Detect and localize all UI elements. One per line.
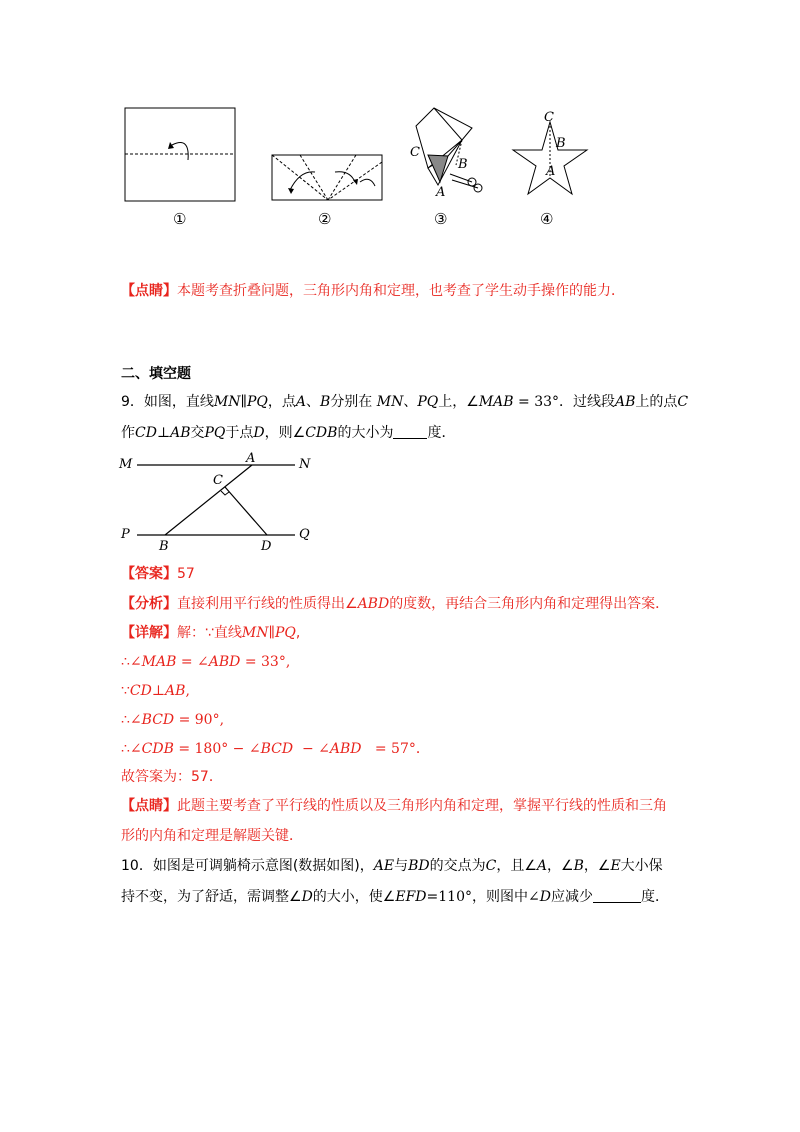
caption-2: ② — [318, 210, 332, 228]
q10-line-1: 10．如图是可调躺椅示意图(数据如图)，AE与BD的交点为C，且∠A，∠B，∠E大小保 — [121, 858, 663, 874]
label-P: P — [121, 527, 130, 542]
detail-line-3: ∵CD⊥AB, — [121, 683, 190, 699]
section-heading: 二、填空题 — [121, 366, 191, 382]
q9-line-1: 9．如图，直线MN∥PQ，点A、B分别在 MN、PQ上，∠MAB = 33°．过线段AB上的点C — [121, 394, 689, 410]
label-c4: C — [544, 110, 554, 125]
label-N: N — [299, 457, 311, 472]
detail-line-4: ∴∠BCD = 90°, — [121, 712, 225, 728]
label-Q: Q — [299, 527, 310, 542]
label-A: A — [246, 451, 256, 466]
q9-line-2: 作CD⊥AB交PQ于点D，则∠CDB的大小为 度． — [121, 425, 456, 441]
detail-line-2: ∴∠MAB = ∠ABD = 33°, — [121, 654, 291, 670]
label-D: D — [261, 539, 272, 554]
comment-2-line-1: 【点睛】此题主要考查了平行线的性质以及三角形内角和定理，掌握平行线的性质和三角 — [121, 798, 667, 814]
figure-4 — [513, 110, 587, 194]
caption-4: ④ — [540, 210, 554, 228]
label-M: M — [119, 457, 133, 472]
detail-line-5: ∴∠CDB = 180° − ∠BCD − ∠ABD = 57°． — [121, 741, 430, 757]
label-b3: B — [458, 157, 468, 172]
label-b4: B — [556, 136, 566, 151]
label-C: C — [213, 473, 223, 488]
answer-line: 【答案】57 — [121, 566, 195, 582]
figure-2 — [272, 155, 382, 200]
answer-blank — [393, 424, 427, 439]
figure-3 — [410, 108, 482, 200]
label-B: B — [159, 539, 169, 554]
comment-1: 【点睛】本题考查折叠问题，三角形内角和定理，也考查了学生动手操作的能力． — [121, 283, 625, 299]
caption-1: ① — [173, 210, 187, 228]
figure-1 — [125, 108, 235, 201]
label-a4: A — [546, 164, 556, 179]
answer-blank-q10 — [593, 888, 641, 903]
q9-figure — [115, 448, 325, 556]
analysis-line: 【分析】直接利用平行线的性质得出∠ABD的度数，再结合三角形内角和定理得出答案． — [121, 596, 670, 612]
label-a3: A — [436, 185, 446, 200]
caption-3: ③ — [434, 210, 448, 228]
detail-line-1: 【详解】解：∵直线MN∥PQ, — [121, 625, 301, 641]
detail-final: 故答案为：57． — [121, 769, 223, 785]
q10-line-2: 持不变，为了舒适，需调整∠D的大小，使∠EFD=110°，则图中∠D应减少 度． — [121, 889, 669, 905]
comment-2-line-2: 形的内角和定理是解题关键． — [121, 828, 303, 844]
label-c3: C — [410, 145, 420, 160]
